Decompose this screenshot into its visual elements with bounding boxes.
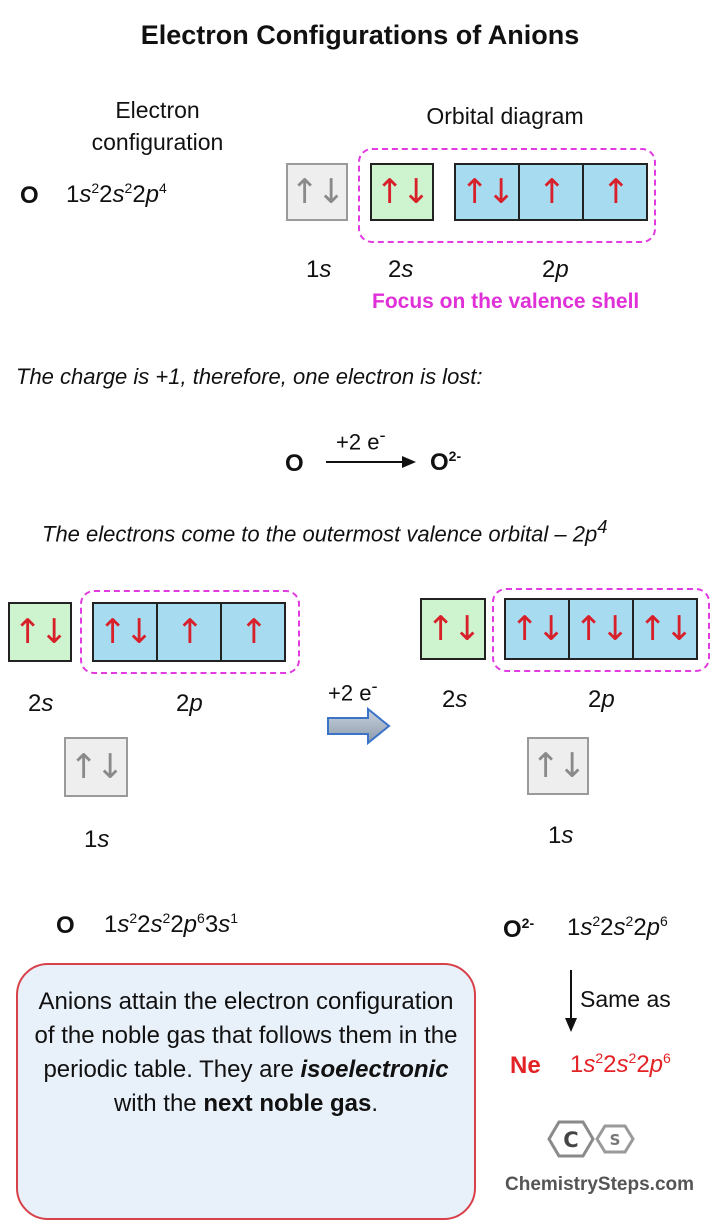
chemistrysteps-logo-icon <box>547 1118 643 1160</box>
oxygen-symbol: O <box>20 182 39 209</box>
page-title: Electron Configurations of Anions <box>140 20 580 50</box>
logo-letter-c: C <box>563 1128 579 1152</box>
right-orbital-box-2p-2: ↑↓ <box>568 598 634 660</box>
right-label-1s: 1s <box>548 822 574 849</box>
down-arrow-icon <box>563 968 579 1034</box>
focus-note: Focus on the valence shell <box>372 290 640 313</box>
left-orbital-box-2p-2: ↑ <box>156 602 222 662</box>
right-label-2p: 2p <box>588 686 615 713</box>
orbital-box-2s: ↑↓ <box>370 163 434 221</box>
label-1s: 1s <box>306 256 332 283</box>
label-2p: 2p <box>542 256 569 283</box>
reaction-over-arrow: +2 e- <box>336 424 386 455</box>
label-2s: 2s <box>388 256 414 283</box>
right-orbital-box-1s: ↑↓ <box>527 737 589 795</box>
left-orbital-box-2p-3: ↑ <box>220 602 286 662</box>
reaction-reactant: O <box>285 450 304 477</box>
logo-letter-s: S <box>609 1131 621 1149</box>
oxygen-config: $1s^22s^22p^4$ <box>66 180 167 208</box>
neon-config: $1s^22s^22p^6$ <box>570 1050 671 1078</box>
orbital-box-2p-2: ↑ <box>518 163 584 221</box>
left-orbital-box-1s: ↑↓ <box>64 737 128 797</box>
orbital-box-1s: ↑↓ <box>286 163 348 221</box>
reaction-product: $O^{2-}$ <box>430 448 462 476</box>
orbital-diagram-header: Orbital diagram <box>426 103 584 129</box>
right-arrow-icon <box>326 707 392 745</box>
right-orbital-box-2s: ↑↓ <box>420 598 486 660</box>
reaction-arrow-icon <box>322 452 418 472</box>
right-config-symbol: $O^{2-}$ <box>503 915 535 943</box>
right-orbital-box-2p-3: ↑↓ <box>632 598 698 660</box>
outermost-note: The electrons come to the outermost valence orbital – $2p^4$ <box>42 516 608 547</box>
left-config-symbol: O <box>56 912 75 939</box>
left-label-2p: 2p <box>176 690 203 717</box>
right-label-2s: 2s <box>442 686 468 713</box>
left-orbital-box-2p-1: ↑↓ <box>92 602 158 662</box>
logo-text: ChemistrySteps.com <box>505 1174 695 1195</box>
neon-symbol: Ne <box>510 1052 541 1079</box>
left-orbital-box-2s: ↑↓ <box>8 602 72 662</box>
same-as-label: Same as <box>580 986 671 1012</box>
orbital-box-2p-3: ↑ <box>582 163 648 221</box>
charge-note: The charge is +1, therefore, one electron is lost: <box>16 364 483 389</box>
left-config: $1s^22s^22p^63s^1$ <box>104 910 238 938</box>
left-label-1s: 1s <box>84 826 110 853</box>
electron-configuration-header: Electron configuration <box>91 97 224 155</box>
right-orbital-box-2p-1: ↑↓ <box>504 598 570 660</box>
isoelectronic-note: Anions attain the electron configuration of the noble gas that follows them in the periodic table. They are isoelectronic with the next noble gas. <box>16 963 476 1220</box>
middle-arrow-label: +2 e- <box>328 675 378 706</box>
left-label-2s: 2s <box>28 690 54 717</box>
right-config: $1s^22s^22p^6$ <box>567 913 668 941</box>
orbital-box-2p-1: ↑↓ <box>454 163 520 221</box>
